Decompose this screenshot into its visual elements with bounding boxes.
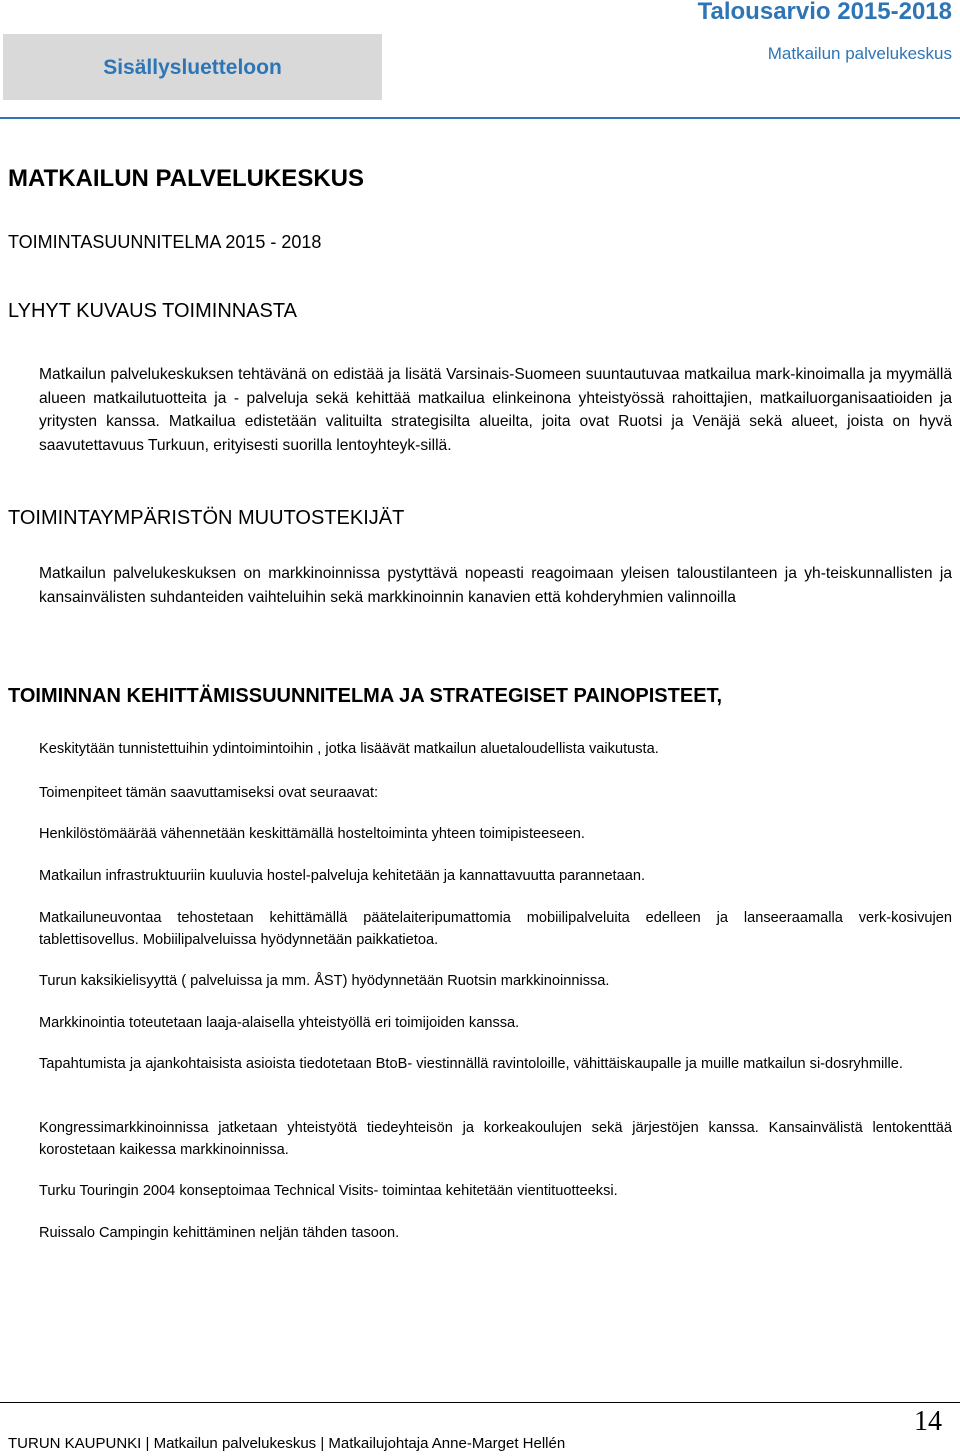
list-item: Markkinointia toteutetaan laaja-alaisella yhteistyöllä eri toimijoiden kanssa.: [39, 1015, 520, 1031]
footer-divider: [0, 1402, 960, 1403]
summary-heading: LYHYT KUVAUS TOIMINNASTA: [8, 300, 297, 322]
environment-paragraph: Matkailun palvelukeskuksen on markkinoinnissa pystyttävä nopeasti reagoimaan yleisen taloustilanteen ja yh-teiskunnallisten ja kansainvälisten suhdanteiden vaihteluihin sekä markkinoinnin kanavien että kohderyhmien valinnoilla: [39, 565, 952, 606]
list-item: Toimenpiteet tämän saavuttamiseksi ovat seuraavat:: [39, 785, 379, 801]
list-item: Matkailun infrastruktuuriin kuuluvia hostel-palveluja kehitetään ja kannattavuutta parannetaan.: [39, 868, 646, 884]
footer-text: TURUN KAUPUNKI | Matkailun palvelukeskus | Matkailujohtaja Anne-Marget Hellén: [8, 1435, 566, 1452]
header-subtitle: Matkailun palvelukeskus: [767, 44, 952, 63]
list-item: Keskitytään tunnistettuihin ydintoimintoihin , jotka lisäävät matkailun aluetaloudellista vaikutusta.: [39, 741, 659, 757]
list-item: Tapahtumista ja ajankohtaisista asioista tiedotetaan BtoB- viestinnällä ravintoloille, vähittäiskaupalle ja muille matkailun si-dosryhmille.: [39, 1056, 903, 1072]
page-number: 14: [914, 1406, 942, 1437]
list-item: Henkilöstömäärää vähennetään keskittämällä hosteltoiminta yhteen toimipisteeseen.: [39, 826, 585, 842]
list-item: Turun kaksikielisyyttä ( palveluissa ja mm. ÅST) hyödynnetään Ruotsin markkinoinnissa.: [39, 973, 610, 989]
list-item: Kongressimarkkinoinnissa jatketaan yhteistyötä tiedeyhteisön ja korkeakoulujen sekä järjestöjen kanssa. Kansainvälistä lentokenttää korostetaan kaikessa markkinoinnissa.: [39, 1120, 952, 1158]
list-item: Ruissalo Campingin kehittäminen neljän tähden tasoon.: [39, 1225, 400, 1241]
header-title: Talousarvio 2015-2018: [697, 0, 952, 25]
list-item: Turku Touringin 2004 konseptoimaa Technical Visits- toimintaa kehitetään vientituotteeksi.: [39, 1183, 618, 1199]
header-divider: [0, 117, 960, 119]
toc-button[interactable]: Sisällysluetteloon: [3, 34, 382, 100]
development-heading: TOIMINNAN KEHITTÄMISSUUNNITELMA JA STRATEGISET PAINOPISTEET,: [8, 685, 723, 707]
plan-heading: TOIMINTASUUNNITELMA 2015 - 2018: [8, 232, 322, 252]
summary-paragraph: Matkailun palvelukeskuksen tehtävänä on edistää ja lisätä Varsinais-Suomeen suuntautuvaa matkailua mark-kinoimalla ja myymällä alueen matkailutuotteita ja - palveluja sekä kehittää matkailua elinkeinona yhteistyössä rahoittajien, matkailuorganisaatioiden ja yritysten kanssa. Matkailua edistetään valituilta strategisilta alueilta, joita ovat Ruotsi ja Venäjä sekä alueet, joista on hyvä saavutettavuus Turkuun, erityisesti suorilla lentoyhteyk-sillä.: [39, 366, 952, 454]
list-item: Matkailuneuvontaa tehostetaan kehittämällä päätelaiteripumattomia mobiilipalveluita edelleen ja lanseeraamalla verk-kosivujen tablettisovellus. Mobiilipalveluissa hyödynnetään paikkatietoa.: [39, 910, 952, 948]
environment-heading: TOIMINTAYMPÄRISTÖN MUUTOSTEKIJÄT: [8, 507, 405, 529]
page-title: MATKAILUN PALVELUKESKUS: [8, 165, 364, 192]
